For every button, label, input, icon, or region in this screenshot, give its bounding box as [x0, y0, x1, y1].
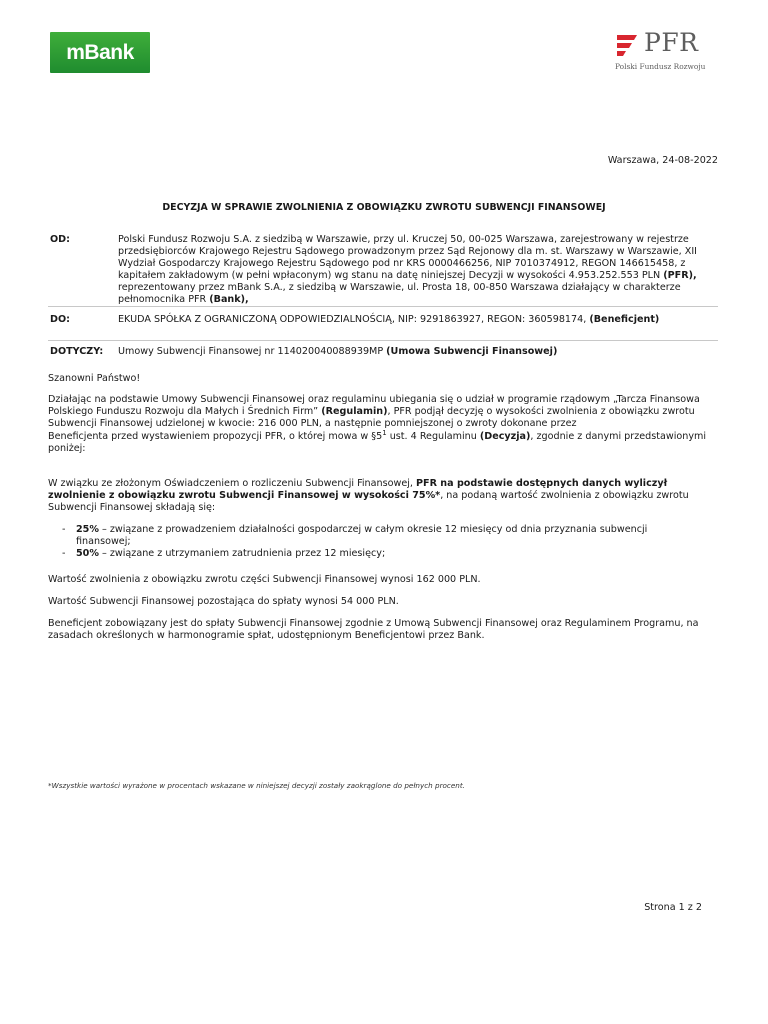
- intro-paragraph-continued: Beneficjenta przed wystawieniem propozycji PFR, o której mowa w $\S 5^1$ ust. 4 Regulaminu (Decyzja), zgodnie z danymi przedstawionymi poniżej:: [48, 429, 707, 454]
- party-regarding-text: Umowy Subwencji Finansowej nr 114020040088939MP (Umowa Subwencji Finansowej): [118, 346, 558, 357]
- waiver-value: Wartość zwolnienia z obowiązku zwrotu części Subwencji Finansowej wynosi 162 000 PLN.: [48, 574, 481, 585]
- mbank-logo-text: mBank: [66, 40, 134, 64]
- list-item: - 50% – związane z utrzymaniem zatrudnienia przez 12 miesięcy;: [62, 548, 386, 559]
- pfr-logo: [614, 28, 724, 75]
- pfr-tagline: Polski Fundusz Rozwoju: [615, 62, 706, 71]
- party-from-text: Polski Fundusz Rozwoju S.A. z siedzibą w Warszawie, przy ul. Kruczej 50, 00-025 Warszawa, zarejestrowany w rejestrze przedsiębiorców Krajowego Rejestru Sądowego prowadzonym przez Sąd Rejonowy dla m. st. Warszawy w Warszawie, XII Wydział Gospodarczy Krajowego Rejestru Sądowego pod nr KRS 0000466256, NIP 7010374912, REGON 146615458, z kapitałem zakładowym (w pełni wpłaconym) wg stanu na datę niniejszej Decyzji w wysokości 4.953.252.553 PLN (PFR), reprezentowany przez mBank S.A., z siedzibą w Warszawie, ul. Prosta 18, 00-850 Warszawa działający w charakterze pełnomocnika PFR (Bank),: [118, 234, 698, 305]
- list-item: - 25% – związane z prowadzeniem działalności gospodarczej w całym okresie 12 miesięcy od dnia przyznania subwencji finansowej;: [62, 524, 648, 547]
- divider: [48, 340, 718, 341]
- party-regarding-label: DOTYCZY:: [50, 346, 104, 357]
- conditions-paragraph: W związku ze złożonym Oświadczeniem o rozliczeniu Subwencji Finansowej, PFR na podstawie dostępnych danych wyliczył zwolnienie z obowiązku zwrotu Subwencji Finansowej w wysokości 75%*, na podaną wartość zwolnienia z obowiązku zwrotu Subwencji Finansowej składają się:: [48, 478, 689, 513]
- pfr-logo-icon: [614, 32, 640, 58]
- divider: [48, 306, 718, 307]
- document-title: DECYZJA W SPRAWIE ZWOLNIENIA Z OBOWIĄZKU ZWROTU SUBWENCJI FINANSOWEJ: [162, 202, 606, 213]
- footnote: *Wszystkie wartości wyrażone w procentach wskazane w niniejszej decyzji zostały zaokrąglone do pełnych procent.: [48, 781, 465, 790]
- mbank-logo: [50, 32, 150, 73]
- document-date: Warszawa, 24-08-2022: [607, 155, 718, 166]
- greeting: Szanowni Państwo!: [48, 373, 141, 384]
- party-to-label: DO:: [50, 314, 70, 325]
- remaining-value: Wartość Subwencji Finansowej pozostająca do spłaty wynosi 54 000 PLN.: [48, 596, 399, 607]
- party-to-text: EKUDA SPÓŁKA Z OGRANICZONĄ ODPOWIEDZIALNOŚCIĄ, NIP: 9291863927, REGON: 360598174, (Beneficjent): [118, 314, 660, 325]
- footnote-marker: 1: [382, 429, 387, 437]
- intro-paragraph: Działając na podstawie Umowy Subwencji Finansowej oraz regulaminu ubiegania się o udział w programie rządowym „Tarcza Finansowa Polskiego Funduszu Rozwoju dla Małych i Średnich Firm” (Regulamin), PFR podjął decyzję o wysokości zwolnienia z obowiązku zwrotu Subwencji Finansowej udzielonej w kwocie: 216 000 PLN, a następnie pomniejszonej o zwroty dokonane przez: [48, 394, 700, 429]
- page-number: Strona 1 z 2: [644, 902, 702, 913]
- waiver-components-list: [62, 524, 702, 560]
- party-from-label: OD:: [50, 234, 70, 245]
- pfr-logo-text: PFR: [644, 28, 699, 57]
- obligation-paragraph: Beneficjent zobowiązany jest do spłaty Subwencji Finansowej zgodnie z Umową Subwencji Finansowej oraz Regulaminem Programu, na zasadach określonych w harmonogramie spłat, udostępnionym Beneficjentowi przez Bank.: [48, 618, 699, 641]
